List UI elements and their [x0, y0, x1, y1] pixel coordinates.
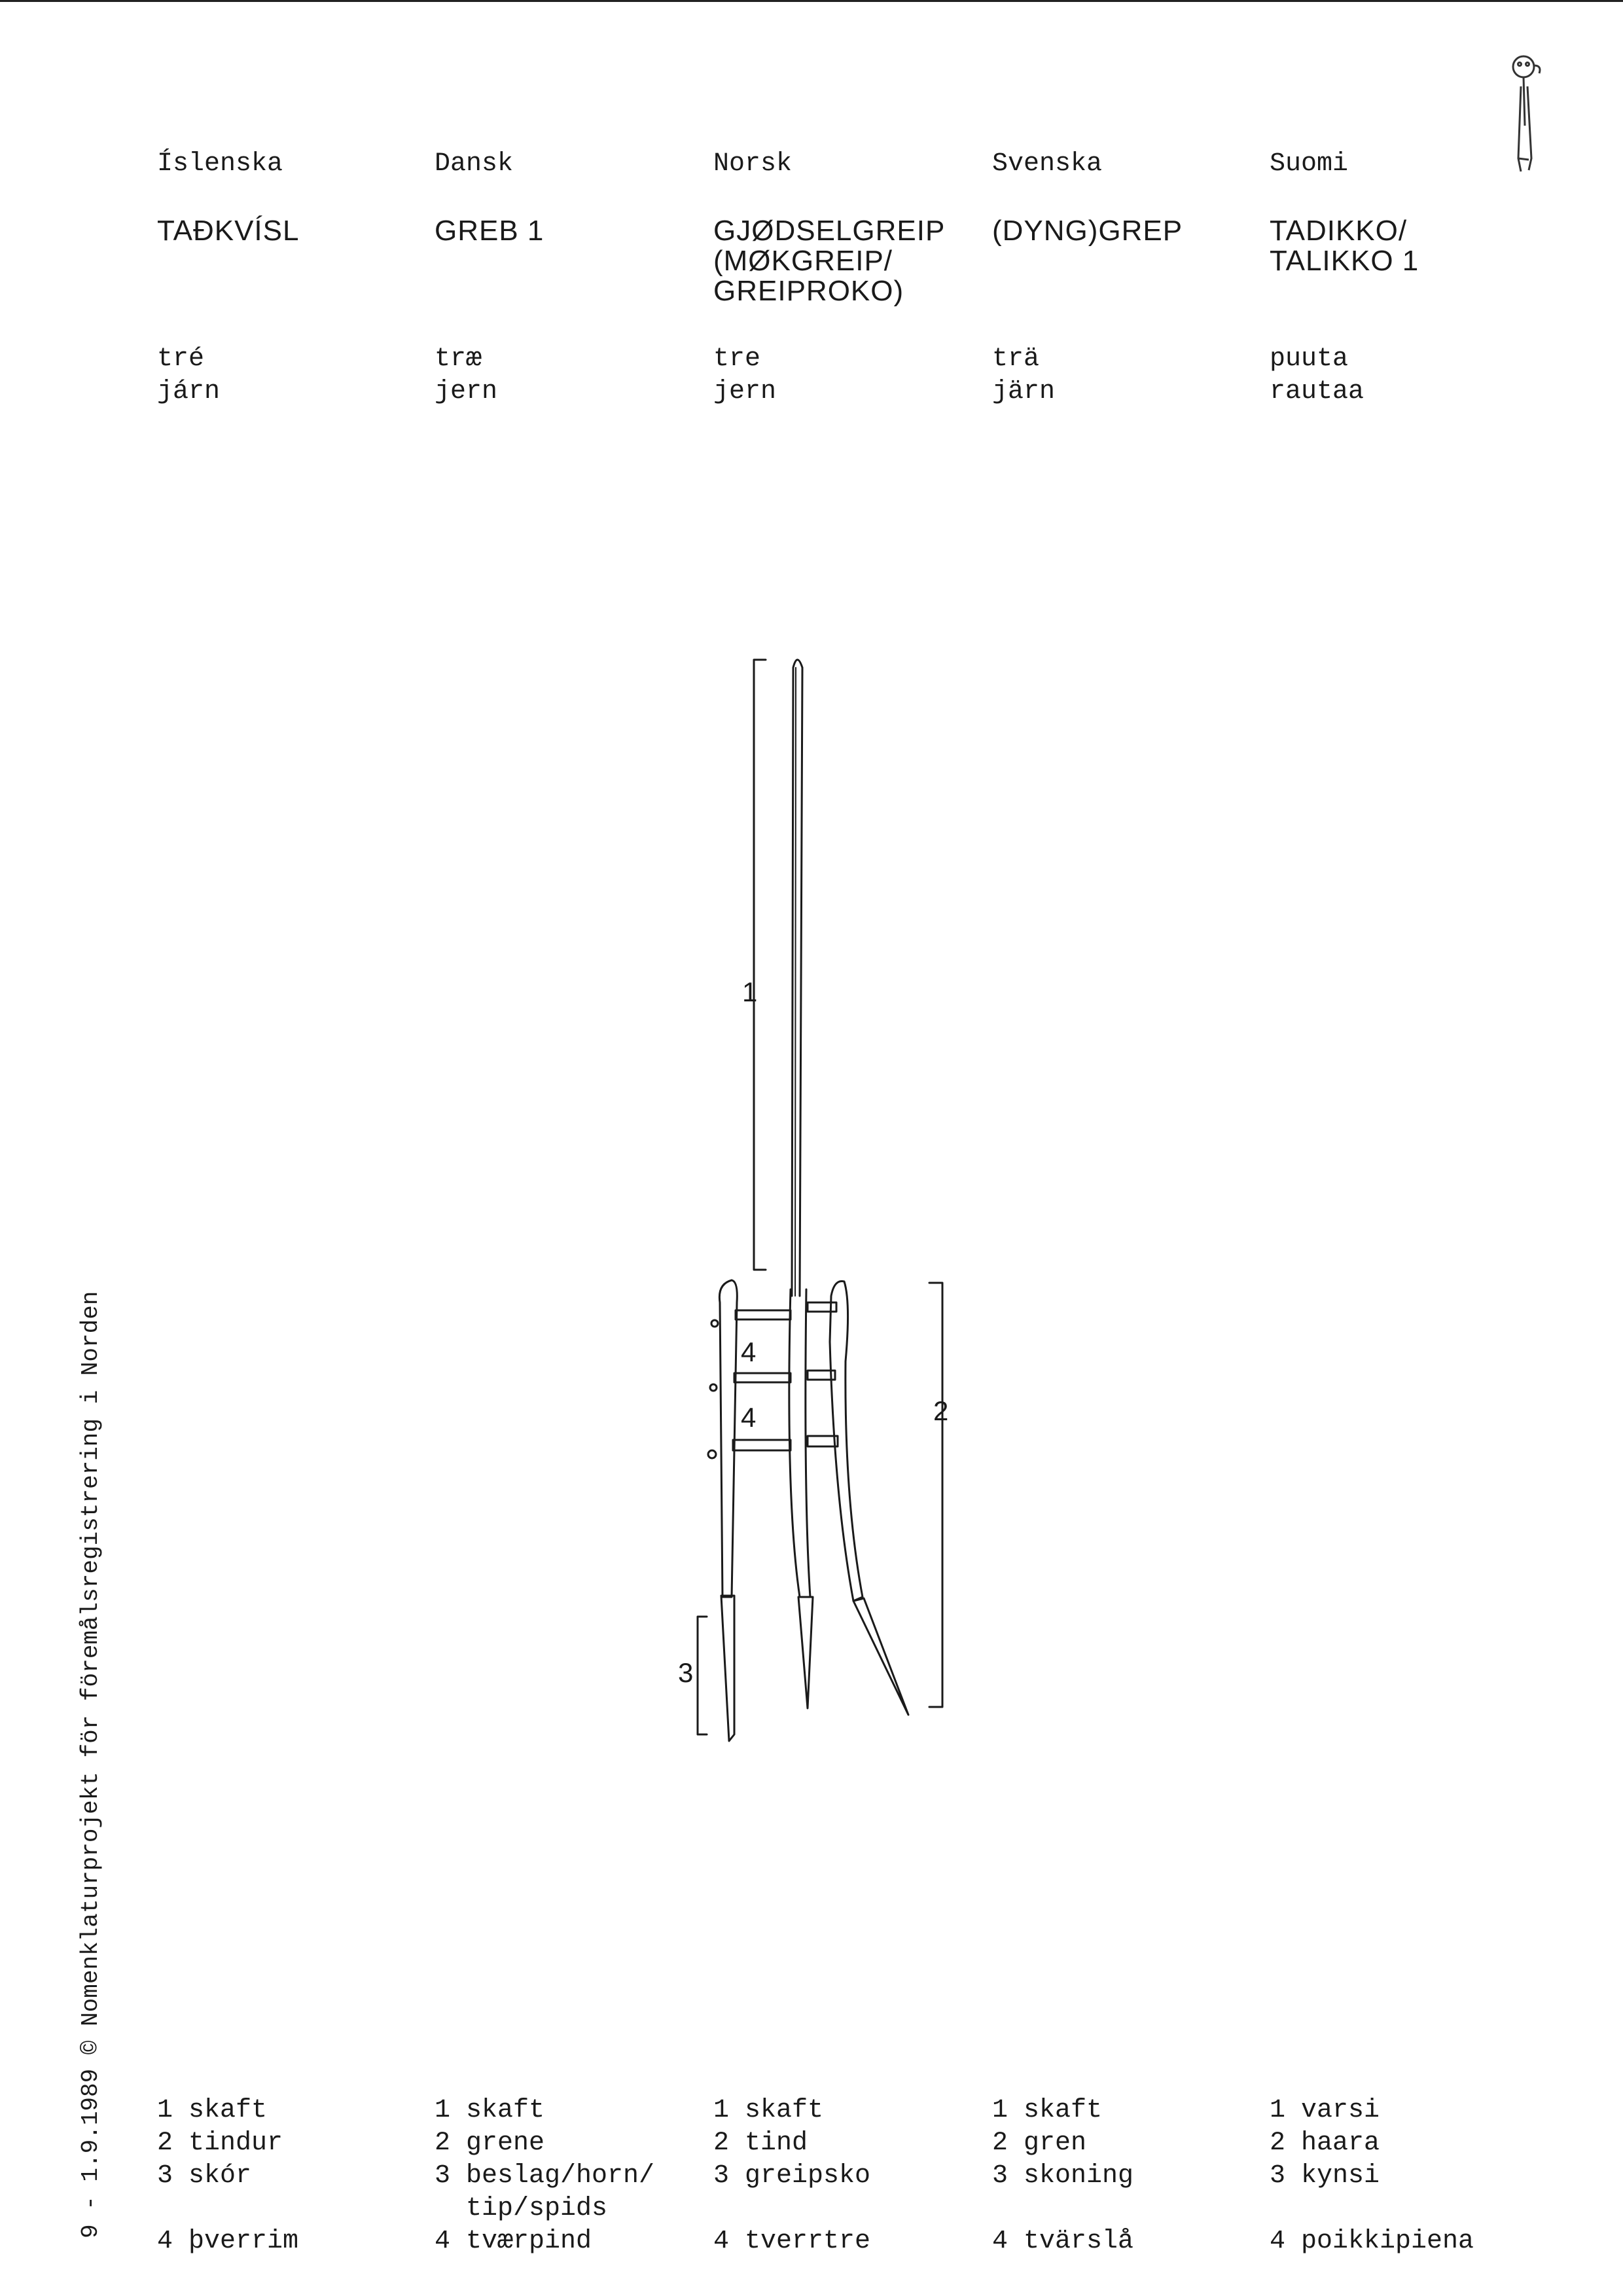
term-islenska — [157, 216, 432, 246]
part-line: 4 þverrim — [157, 2227, 299, 2256]
term-suomi — [1270, 216, 1544, 276]
term-line: (DYNG)GREP — [992, 215, 1183, 247]
crossbar-left-1 — [736, 1310, 791, 1319]
diagram-label-4b: 4 — [741, 1402, 757, 1433]
part-line: 1 skaft — [435, 2096, 545, 2125]
term-norsk — [713, 216, 988, 306]
part-line: 2 grene — [435, 2128, 545, 2158]
part-line: 1 skaft — [992, 2096, 1103, 2125]
tine-shoe-middle — [798, 1597, 813, 1708]
part-line: 4 tvärslå — [992, 2227, 1134, 2256]
term-line: (MØKGREIP/ — [713, 245, 893, 277]
language-heading-svenska: Svenska — [992, 149, 1103, 179]
part-line: 2 tindur — [157, 2128, 283, 2158]
parts-norsk — [713, 2094, 988, 2258]
language-heading-dansk: Dansk — [435, 149, 514, 179]
parts-suomi — [1270, 2094, 1544, 2258]
crossbar-left-3 — [733, 1440, 791, 1450]
tine-shoe-right — [853, 1598, 908, 1715]
part-line — [1270, 2193, 1544, 2225]
shaft — [792, 660, 802, 1296]
part-line: 1 skaft — [157, 2096, 268, 2125]
term-line: GREIPROKO) — [713, 275, 904, 307]
part-line: 3 skoning — [992, 2161, 1134, 2191]
material-line: tré — [157, 344, 205, 374]
part-line — [157, 2193, 432, 2225]
materials-dansk — [435, 343, 709, 408]
parts-svenska — [992, 2094, 1267, 2258]
part-line: 4 tværpind — [435, 2227, 592, 2256]
bracket-shoe — [698, 1617, 707, 1734]
bracket-shaft — [754, 660, 766, 1270]
material-line: rautaa — [1270, 377, 1364, 406]
materials-islenska — [157, 343, 432, 408]
part-line: 2 tind — [713, 2128, 808, 2158]
pitchfork-diagram — [654, 648, 995, 1754]
material-line: járn — [157, 377, 221, 406]
tine-shoe-left — [721, 1596, 734, 1741]
part-line — [992, 2193, 1267, 2225]
sidebar-copyright-text: 9 - 1.9.1989 © Nomenklaturprojekt för föremålsregistrering i Norden — [77, 1291, 104, 2238]
crossbar-right-3 — [808, 1436, 838, 1446]
part-line: 1 skaft — [713, 2096, 824, 2125]
part-line: 3 greipsko — [713, 2161, 871, 2191]
language-heading-norsk: Norsk — [713, 149, 793, 179]
crossbar-right-1 — [808, 1302, 836, 1312]
diagram-label-3: 3 — [678, 1657, 694, 1688]
parts-islenska — [157, 2094, 432, 2258]
tine-right — [830, 1281, 863, 1601]
term-line: GJØDSELGREIP — [713, 215, 946, 247]
part-line: 2 gren — [992, 2128, 1087, 2158]
part-line: 4 tverrtre — [713, 2227, 871, 2256]
term-line: TALIKKO 1 — [1270, 245, 1419, 277]
bracket-tines — [929, 1283, 942, 1707]
stick-figure-icon — [1499, 47, 1558, 178]
material-line: træ — [435, 344, 482, 374]
diagram-label-2: 2 — [933, 1395, 949, 1426]
term-dansk — [435, 216, 709, 246]
term-svenska — [992, 216, 1267, 246]
part-line: 2 haara — [1270, 2128, 1380, 2158]
tine-left — [719, 1280, 737, 1597]
material-line: järn — [992, 377, 1056, 406]
crossbar-left-2 — [734, 1373, 791, 1382]
material-line: trä — [992, 344, 1040, 374]
part-line: tip/spids — [435, 2194, 608, 2223]
part-line — [713, 2193, 988, 2225]
language-heading-islenska: Íslenska — [157, 149, 283, 179]
parts-dansk — [435, 2094, 709, 2258]
material-line: jern — [435, 377, 498, 406]
top-border-line — [0, 0, 1623, 2]
materials-svenska — [992, 343, 1267, 408]
materials-norsk — [713, 343, 988, 408]
part-line: 3 kynsi — [1270, 2161, 1380, 2191]
part-line: 3 skór — [157, 2161, 252, 2191]
material-line: jern — [713, 377, 777, 406]
material-line: tre — [713, 344, 761, 374]
diagram-label-1: 1 — [742, 977, 758, 1007]
diagram-label-4a: 4 — [741, 1336, 757, 1367]
term-line: TAÐKVÍSL — [157, 215, 300, 247]
language-heading-suomi: Suomi — [1270, 149, 1349, 179]
term-line: TADIKKO/ — [1270, 215, 1408, 247]
part-line: 4 poikkipiena — [1270, 2227, 1474, 2256]
materials-suomi — [1270, 343, 1544, 408]
part-line: 1 varsi — [1270, 2096, 1380, 2125]
material-line: puuta — [1270, 344, 1349, 374]
part-line: 3 beslag/horn/ — [435, 2161, 655, 2191]
term-line: GREB 1 — [435, 215, 544, 247]
